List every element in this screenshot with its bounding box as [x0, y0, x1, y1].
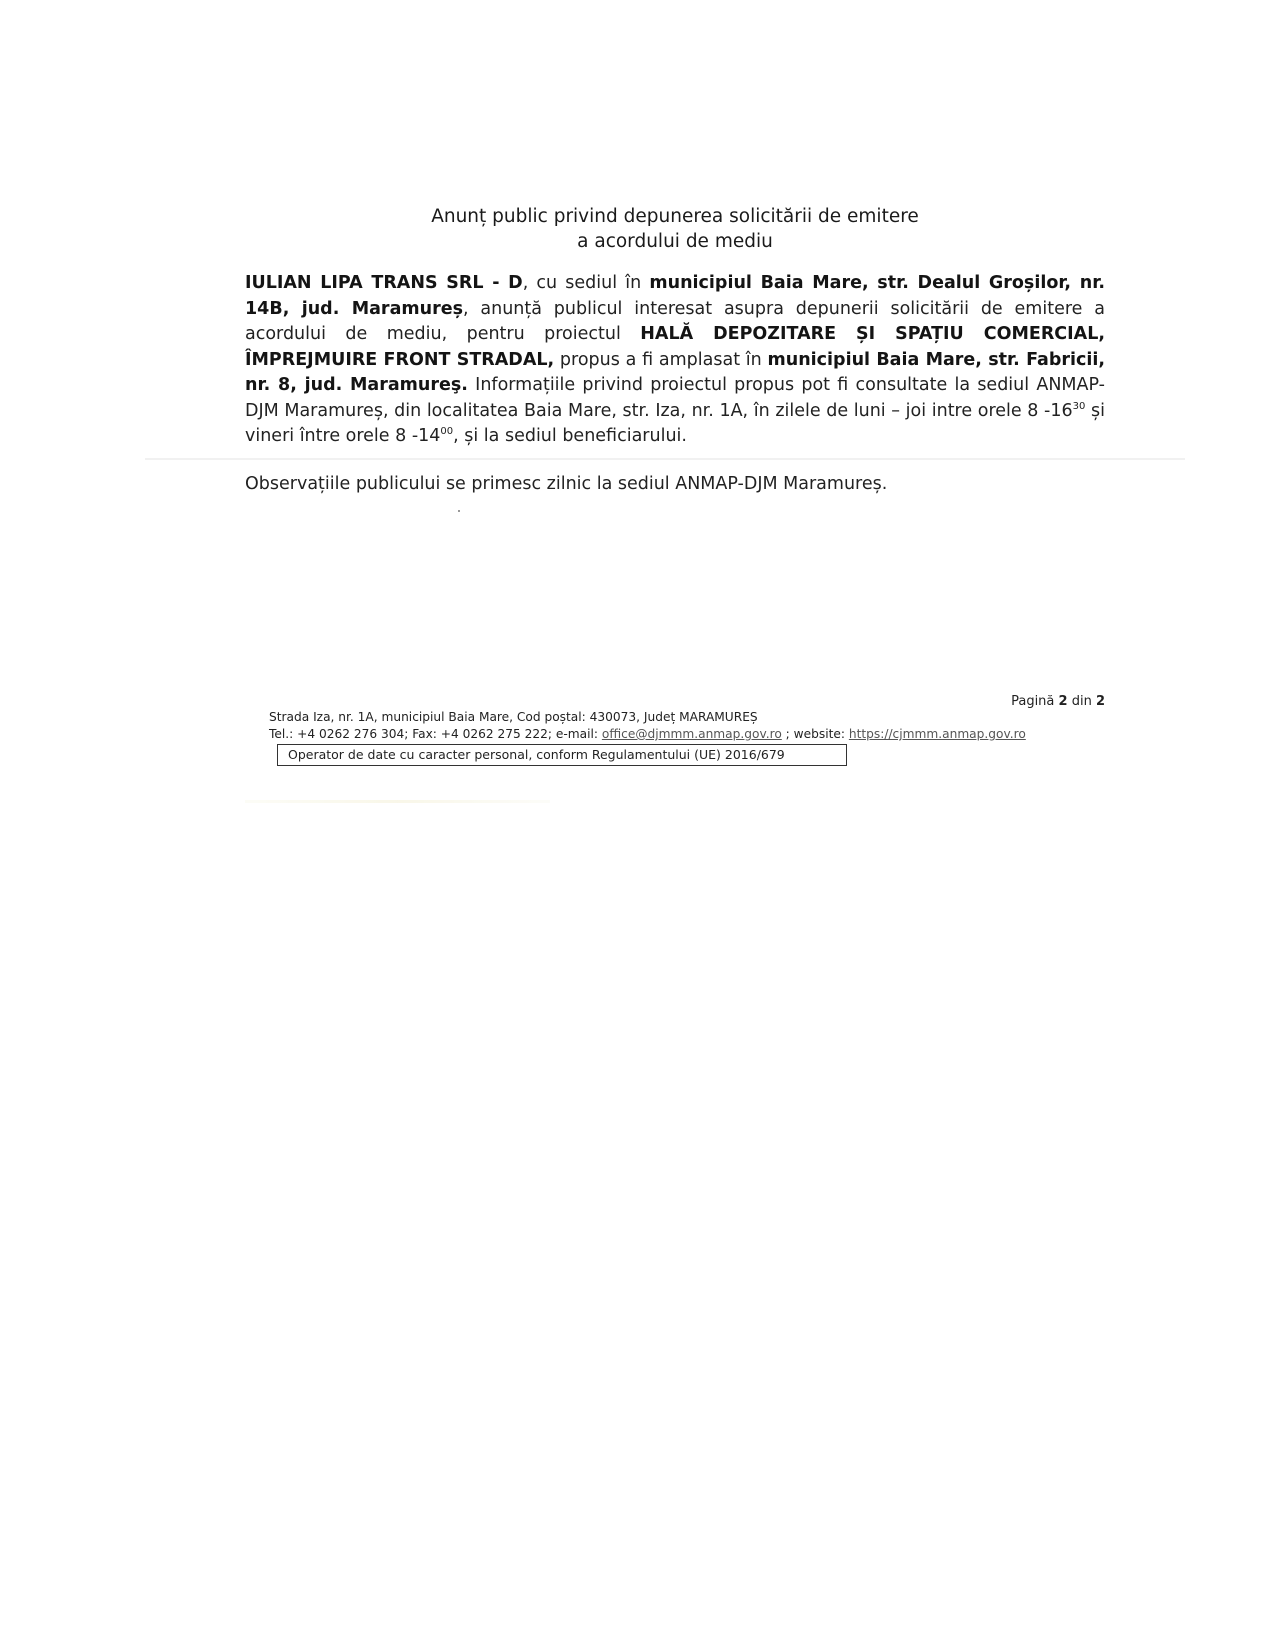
- notice-title-line-2: a acordului de mediu: [577, 231, 773, 252]
- hour-superscript: 00: [440, 426, 454, 437]
- project-name: HALĂ DEPOZITARE ȘI SPAȚIU COMERCIAL, ÎMPREJMUIRE FRONT STRADAL,: [245, 324, 1105, 370]
- notice-title-line-1: Anunț public privind depunerea solicitării de emitere: [431, 206, 919, 227]
- footer-contact-prefix: Tel.: +4 0262 276 304; Fax: +4 0262 275 222; e-mail:: [269, 727, 602, 741]
- body-text-segment: și vineri între orele 8 -14: [245, 400, 1105, 446]
- page-number: [960, 693, 1105, 711]
- page-number-total: 2: [1095, 694, 1105, 709]
- body-text-segment: , anunță publicul interesat asupra depunerii solicitării de emitere a acordului de mediu, pentru proiectul: [245, 298, 1105, 344]
- company-location: municipiul Baia Mare, str. Dealul Groșilor, nr. 14B, jud. Maramureș: [245, 273, 1106, 319]
- body-text-segment: , și la sediul beneficiarului.: [453, 426, 687, 446]
- hour-superscript: 30: [1072, 400, 1086, 412]
- scan-speck: [458, 510, 460, 512]
- page-number-prefix: Pagină: [1011, 694, 1059, 709]
- footer-address: Strada Iza, nr. 1A, municipiul Baia Mare, Cod poștal: 430073, Județ MARAMUREȘ: [269, 710, 758, 724]
- email-link[interactable]: office@djmmm.anmap.gov.ro: [601, 727, 782, 741]
- scan-artifact-smudge: [245, 800, 550, 803]
- body-text-segment: Informațiile privind proiectul propus pot fi consultate la sediul ANMAP-DJM Maramureș, din localitatea Baia Mare, str. Iza, nr. 1A, în zilele de luni – joi intre orele 8 -16: [245, 375, 1105, 421]
- footer-contact: [269, 726, 1026, 743]
- gdpr-notice-box: Operator de date cu caracter personal, conform Regulamentului (UE) 2016/679: [277, 744, 847, 766]
- notice-body-paragraph: [245, 271, 1105, 450]
- scan-artifact-rule: [145, 458, 1185, 460]
- company-name: IULIAN LIPA TRANS SRL - D: [245, 273, 523, 293]
- project-location: municipiul Baia Mare, str. Fabricii, nr. 8, jud. Maramureş.: [245, 349, 1105, 395]
- footer-website-prefix: ; website:: [781, 727, 849, 741]
- page-number-current: 2: [1058, 694, 1068, 709]
- notice-title: [245, 204, 1105, 254]
- page-number-middle: din: [1067, 694, 1096, 709]
- body-text-segment: , cu sediul în: [522, 273, 650, 293]
- website-link[interactable]: https://cjmmm.anmap.gov.ro: [848, 727, 1026, 741]
- body-text-segment: propus a fi amplasat în: [554, 349, 768, 370]
- observations-paragraph: Observațiile publicului se primesc zilnic la sediul ANMAP-DJM Maramureș.: [245, 474, 888, 494]
